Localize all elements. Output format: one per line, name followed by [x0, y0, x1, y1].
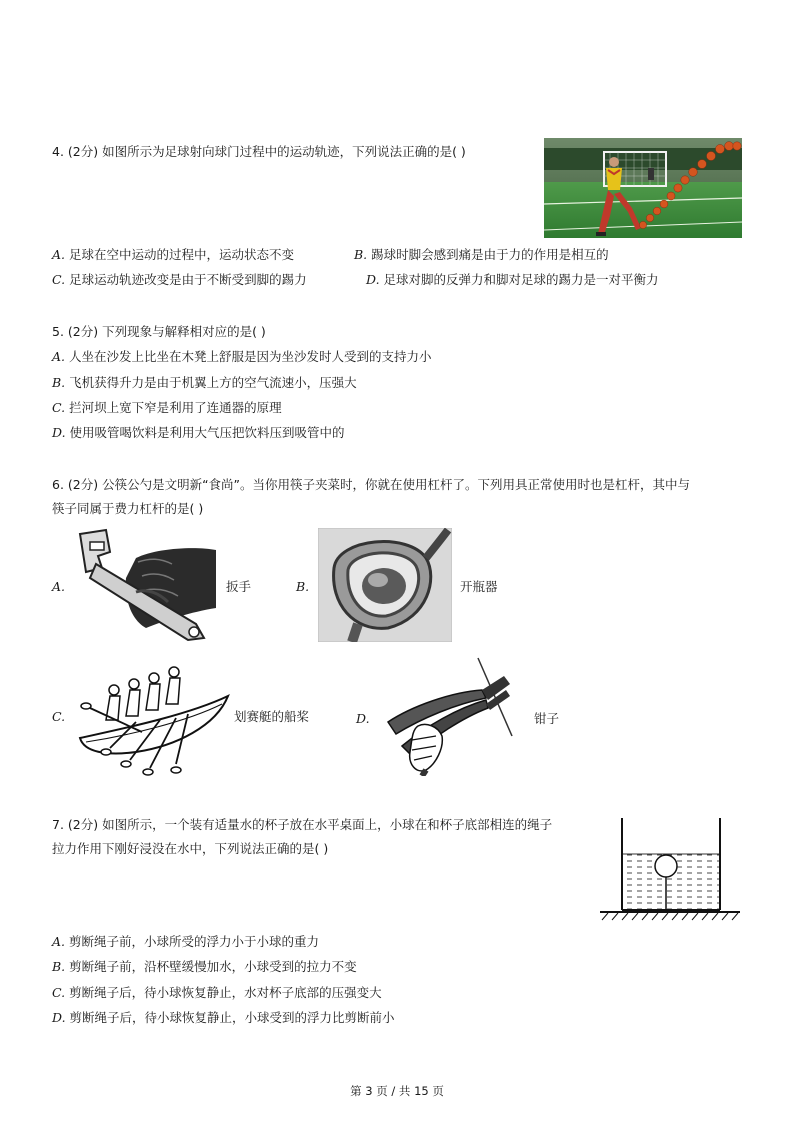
q6-option-a-letter[interactable] [52, 578, 65, 596]
option-letter: D. [356, 711, 370, 726]
option-text: 使用吸管喝饮料是利用大气压把饮料压到吸管中的 [69, 425, 345, 440]
option-text: 剪断绳子前，小球所受的浮力小于小球的重力 [69, 934, 320, 949]
option-text: 足球运动轨迹改变是由于不断受到脚的踢力 [69, 272, 307, 287]
option-letter: B. [296, 579, 310, 594]
q4-stem: 4. (2分) 如图所示为足球射向球门过程中的运动轨迹，下列说法正确的是( ) [52, 144, 466, 159]
q6-option-a-text[interactable]: 扳手 [226, 579, 252, 594]
q4-football-photo [544, 138, 742, 238]
option-letter: A. [52, 349, 66, 364]
q7-stem-line1: 7. (2分) 如图所示，一个装有适量水的杯子放在水平桌面上，小球在和杯子底部相连的绳子 [52, 817, 553, 832]
option-letter: B. [52, 959, 66, 974]
option-text: 足球在空中运动的过程中，运动状态不变 [69, 247, 295, 262]
option-letter: A. [52, 247, 66, 262]
option-text: 足球对脚的反弹力和脚对足球的踢力是一对平衡力 [383, 272, 659, 287]
pliers-illustration [382, 656, 530, 776]
option-text: 踢球时脚会感到痛是由于力的作用是相互的 [371, 247, 609, 262]
q4-option-b[interactable] [354, 246, 609, 264]
option-letter: C. [52, 985, 66, 1000]
cup-ball-diagram [596, 816, 742, 922]
q6-option-b-letter[interactable] [296, 578, 309, 596]
q7-stem-line2: 拉力作用下刚好浸没在水中，下列说法正确的是( ) [52, 841, 329, 856]
option-letter: B. [354, 247, 368, 262]
q6-option-d-text[interactable]: 钳子 [534, 711, 560, 726]
q5-option-a[interactable] [52, 348, 432, 366]
option-letter: C. [52, 400, 66, 415]
q5-option-d[interactable] [52, 424, 345, 442]
q4-option-d[interactable] [366, 271, 659, 289]
q5-option-c[interactable] [52, 399, 282, 417]
q4-option-c[interactable] [52, 271, 307, 289]
bottle-opener-illustration [318, 528, 452, 642]
q7-option-d[interactable] [52, 1009, 395, 1027]
option-text: 剪断绳子前，沿杯壁缓慢加水，小球受到的拉力不变 [69, 959, 357, 974]
option-text: 拦河坝上宽下窄是利用了连通器的原理 [69, 400, 282, 415]
q7-option-c[interactable] [52, 984, 382, 1002]
option-text: 剪断绳子后，待小球恢复静止，水对杯子底部的压强变大 [69, 985, 382, 1000]
option-letter: C. [52, 709, 66, 724]
option-letter: B. [52, 375, 66, 390]
q6-stem-line1: 6. (2分) 公筷公勺是文明新“食尚”。当你用筷子夹菜时，你就在使用杠杆了。下列用具正常使用时也是杠杆，其中与 [52, 477, 691, 492]
q5-option-b[interactable] [52, 374, 357, 392]
option-letter: C. [52, 272, 66, 287]
q7-option-b[interactable] [52, 958, 357, 976]
q6-option-c-letter[interactable] [52, 708, 65, 726]
q7-option-a[interactable] [52, 933, 319, 951]
option-text: 飞机获得升力是由于机翼上方的空气流速小，压强大 [69, 375, 357, 390]
option-letter: D. [366, 272, 380, 287]
q6-option-c-text[interactable]: 划赛艇的船桨 [234, 709, 310, 724]
q5-stem: 5. (2分) 下列现象与解释相对应的是( ) [52, 324, 266, 339]
option-letter: D. [52, 1010, 66, 1025]
option-text: 人坐在沙发上比坐在木凳上舒服是因为坐沙发时人受到的支持力小 [69, 349, 432, 364]
q4-option-a[interactable] [52, 246, 294, 264]
q6-option-d-letter[interactable] [356, 710, 370, 728]
option-letter: A. [52, 934, 66, 949]
option-letter: A. [52, 579, 66, 594]
q6-option-b-text[interactable]: 开瓶器 [460, 579, 498, 594]
page-footer: 第 3 页 / 共 15 页 [350, 1084, 444, 1098]
q6-stem-line2: 筷子同属于费力杠杆的是( ) [52, 501, 204, 516]
wrench-illustration [76, 528, 218, 646]
option-letter: D. [52, 425, 66, 440]
option-text: 剪断绳子后，待小球恢复静止，小球受到的浮力比剪断前小 [69, 1010, 395, 1025]
rowing-boat-illustration [76, 660, 230, 778]
